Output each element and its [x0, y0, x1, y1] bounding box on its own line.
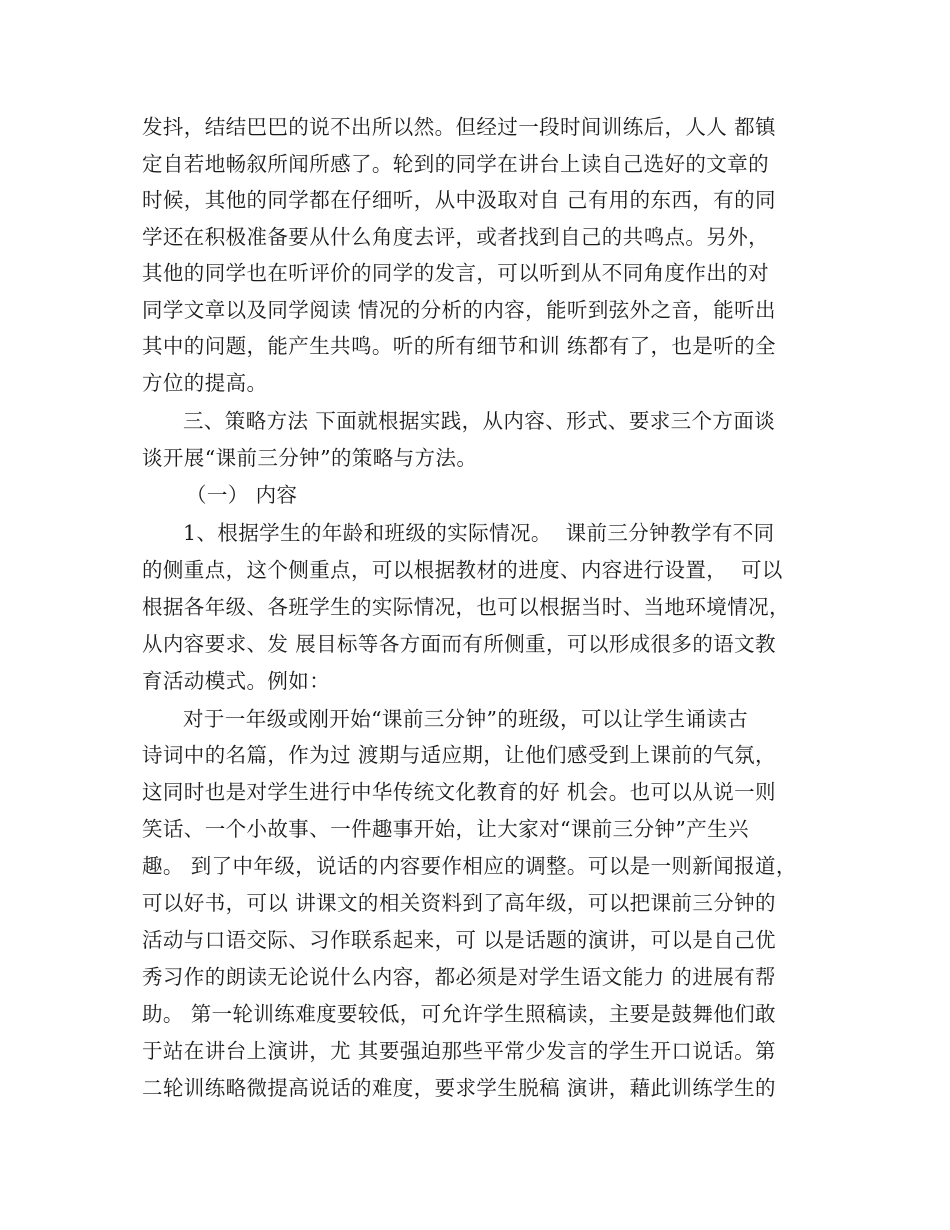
text-line: 诗词中的名篇，作为过 渡期与适应期，让他们感受到上课前的气氛，	[142, 743, 776, 767]
text-line: 其中的问题，能产生共鸣。听的所有细节和训 练都有了，也是听的全	[142, 334, 776, 358]
section-heading: 三、策略方法 下面就根据实践，从内容、形式、要求三个方面谈	[183, 409, 776, 433]
text-line: 根据各年级、各班学生的实际情况，也可以根据当时、当地环境情况，	[142, 595, 790, 619]
text-line: 二轮训练略微提高说话的难度，要求学生脱稿 演讲，藉此训练学生的	[142, 1076, 776, 1100]
text-line: 谈开展“课前三分钟”的策略与方法。	[142, 446, 478, 470]
text-line: 时候，其他的同学都在仔细听，从中汲取对自 己有用的东西，有的同	[142, 188, 776, 212]
text-line: 活动与口语交际、习作联系起来，可 以是话题的演讲，可以是自己优	[142, 928, 776, 952]
text-line: 定自若地畅叙所闻所感了。轮到的同学在讲台上读自己选好的文章的	[142, 152, 769, 176]
text-line: 方位的提高。	[142, 371, 268, 395]
text-line: 秀习作的朗读无论说什么内容，都必须是对学生语文能力 的进展有帮	[142, 965, 776, 989]
text-line: 助。 第一轮训练难度要较低，可允许学生照稿读，主要是鼓舞他们敢	[142, 1002, 776, 1026]
text-line: 于站在讲台上演讲，尤 其要强迫那些平常少发言的学生开口说话。第	[142, 1039, 776, 1063]
text-line: 可以好书，可以 讲课文的相关资料到了高年级，可以把课前三分钟的	[142, 891, 776, 915]
text-line: 其他的同学也在听评价的同学的发言，可以听到从不同角度作出的对	[142, 261, 769, 285]
text-line: 学还在积极准备要从什么角度去评，或者找到自己的共鸣点。另外，	[142, 225, 769, 249]
text-line: 对于一年级或刚开始“课前三分钟”的班级，可以让学生诵读古	[183, 707, 749, 731]
text-line: 同学文章以及同学阅读 情况的分析的内容，能听到弦外之音，能听出	[142, 298, 776, 322]
text-line: 育活动模式。例如：	[142, 669, 331, 693]
text-line: 趣。 到了中年级，说话的内容要作相应的调整。可以是一则新闻报道，	[142, 854, 797, 878]
text-line: 发抖，结结巴巴的说不出所以然。但经过一段时间训练后，人人 都镇	[142, 115, 776, 139]
text-line: 1、根据学生的年龄和班级的实际情况。 课前三分钟教学有不同	[183, 521, 775, 545]
text-line: 笑话、一个小故事、一件趣事开始，让大家对“课前三分钟”产生兴	[142, 817, 749, 841]
text-line: 这同时也是对学生进行中华传统文化教育的好 机会。也可以从说一则	[142, 780, 776, 804]
subsection-heading: （一） 内容	[186, 483, 298, 507]
text-line: 从内容要求、发 展目标等各方面而有所侧重，可以形成很多的语文教	[142, 632, 776, 656]
text-line: 的侧重点，这个侧重点，可以根据教材的进度、内容进行设置， 可以	[142, 558, 783, 582]
